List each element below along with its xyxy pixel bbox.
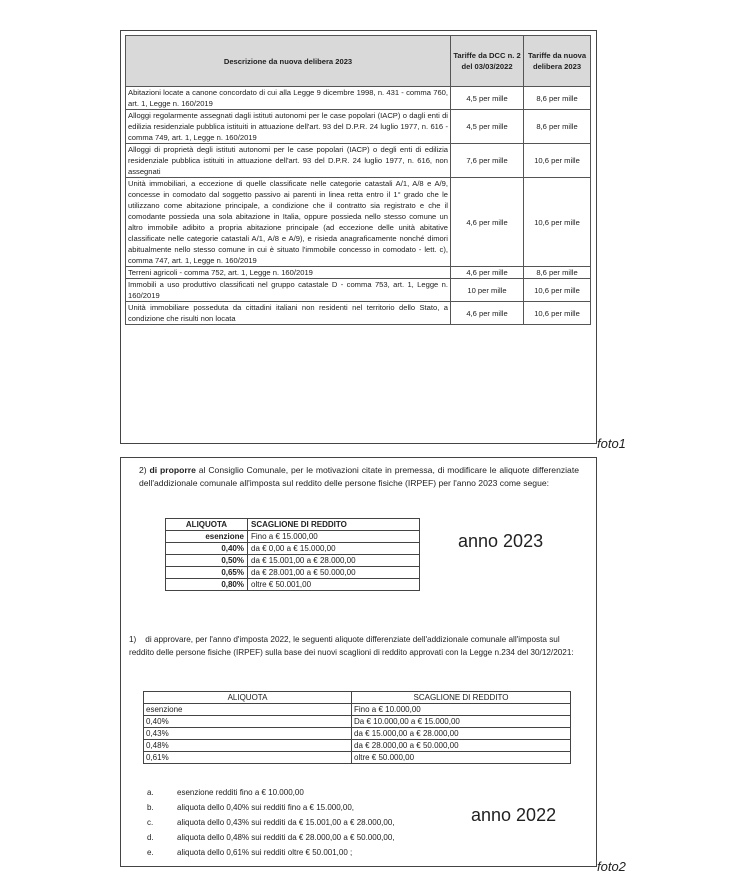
column-header-scaglione: SCAGLIONE DI REDDITO <box>248 519 420 531</box>
cell-tariffa-nuova: 10,6 per mille <box>524 178 591 267</box>
table-header-row <box>126 36 591 87</box>
list-item <box>147 845 395 860</box>
cell-scaglione: Da € 10.000,00 a € 15.000,00 <box>352 716 571 728</box>
table-row <box>144 752 571 764</box>
table-header-row <box>166 519 420 531</box>
table-row <box>166 555 420 567</box>
cell-tariffa-nuova: 10,6 per mille <box>524 144 591 178</box>
column-header-aliquota: ALIQUOTA <box>166 519 248 531</box>
table-row <box>144 704 571 716</box>
column-header-descrizione: Descrizione da nuova delibera 2023 <box>126 36 451 87</box>
approve-paragraph <box>129 633 579 659</box>
cell-scaglione: oltre € 50.000,00 <box>352 752 571 764</box>
cell-aliquota: 0,40% <box>144 716 352 728</box>
list-marker: c. <box>147 818 154 827</box>
list-text: esenzione redditi fino a € 10.000,00 <box>177 788 304 797</box>
foto2-document <box>120 457 597 867</box>
intro-paragraph <box>139 464 579 489</box>
cell-tariffa-dcc: 4,6 per mille <box>451 302 524 325</box>
cell-descrizione: Abitazioni locate a canone concordato di cui alla Legge 9 dicembre 1998, n. 431 - comma 760, art. 1, Legge n. 160/2019 <box>126 87 451 110</box>
cell-tariffa-dcc: 4,5 per mille <box>451 87 524 110</box>
cell-scaglione: da € 0,00 a € 15.000,00 <box>248 543 420 555</box>
list-text: aliquota dello 0,48% sui redditi da € 28.000,00 a € 50.000,00, <box>177 833 395 842</box>
cell-aliquota: esenzione <box>144 704 352 716</box>
intro-bold: di proporre <box>149 465 196 475</box>
list-marker: b. <box>147 803 154 812</box>
table-row <box>126 279 591 302</box>
table-row <box>144 716 571 728</box>
table-header-row <box>144 692 571 704</box>
table-row <box>126 267 591 279</box>
cell-aliquota: 0,61% <box>144 752 352 764</box>
table-row <box>144 728 571 740</box>
anno-2023-label: anno 2023 <box>458 531 544 551</box>
cell-aliquota: 0,40% <box>166 543 248 555</box>
intro-text: al Consiglio Comunale, per le motivazioni citate in premessa, di modificare le aliquote differenziate dell'addizionale comunale all'imposta sul reddito delle persone fisiche (IRPEF) per l'anno 2023 come segue: <box>139 465 580 488</box>
column-header-tariffe-nuova: Tariffe da nuova delibera 2023 <box>524 36 591 87</box>
table-row <box>126 302 591 325</box>
cell-tariffa-nuova: 8,6 per mille <box>524 110 591 144</box>
approve-text: di approvare, per l'anno d'imposta 2022, le seguenti aliquote differenziate dell'addizionale comunale all'imposta sul reddito delle persone fisiche (IRPEF) sulla base dei nuovi scaglioni di reddito approvati con la Legge n.234 del 30/12/2021: <box>129 635 574 657</box>
cell-tariffa-dcc: 4,6 per mille <box>451 267 524 279</box>
list-text: aliquota dello 0,40% sui redditi fino a € 15.000,00, <box>177 803 355 812</box>
cell-descrizione: Alloggi di proprietà degli istituti autonomi per le case popolari (IACP) o degli enti di edilizia residenziale pubblica istituiti in attuazione dell'art. 93 del D.P.R. 24 luglio 1977, n. 616, non assegnati <box>126 144 451 178</box>
cell-tariffa-dcc: 10 per mille <box>451 279 524 302</box>
cell-descrizione: Immobili a uso produttivo classificati nel gruppo catastale D - comma 753, art. 1, Legge n. 160/2019 <box>126 279 451 302</box>
cell-tariffa-nuova: 10,6 per mille <box>524 302 591 325</box>
table-row <box>126 87 591 110</box>
cell-aliquota: 0,48% <box>144 740 352 752</box>
cell-descrizione: Terreni agricoli - comma 752, art. 1, Legge n. 160/2019 <box>126 267 451 279</box>
cell-tariffa-nuova: 8,6 per mille <box>524 267 591 279</box>
cell-scaglione: da € 28.001,00 a € 50.000,00 <box>248 567 420 579</box>
cell-descrizione: Unità immobiliari, a eccezione di quelle classificate nelle categorie catastali A/1, A/8 e A/9, concesse in comodato dal soggetto passivo ai parenti in linea retta entro il 1° grado che le utilizzano come abitazione principale, a condizione che il contratto sia registrato e che il comodante possieda una sola abitazione in Italia, oppure possieda nello stesso comune un altro immobile adibito a propria abitazione principale (ad eccezione delle unità abitative classificate nelle categorie catastali A/1, A/8 e A/9), e risieda anagraficamente nonché dimori abitualmente nello stesso comune in cui è situato l'immobile concesso in comodato - lett. c), comma 747, art. 1, Legge n. 160/2019 <box>126 178 451 267</box>
table-row <box>126 178 591 267</box>
table-row <box>144 740 571 752</box>
column-header-tariffe-dcc: Tariffe da DCC n. 2 del 03/03/2022 <box>451 36 524 87</box>
table-row <box>126 144 591 178</box>
cell-tariffa-dcc: 4,5 per mille <box>451 110 524 144</box>
cell-scaglione: oltre € 50.001,00 <box>248 579 420 591</box>
cell-tariffa-dcc: 4,6 per mille <box>451 178 524 267</box>
cell-aliquota: 0,50% <box>166 555 248 567</box>
cell-descrizione: Unità immobiliare posseduta da cittadini italiani non residenti nel territorio dello Stato, a condizione che risulti non locata <box>126 302 451 325</box>
table-row <box>166 579 420 591</box>
list-item <box>147 815 395 830</box>
list-item <box>147 830 395 845</box>
cell-tariffa-dcc: 7,6 per mille <box>451 144 524 178</box>
list-marker: d. <box>147 833 154 842</box>
list-item <box>147 800 395 815</box>
foto1-document <box>120 30 597 444</box>
intro-number: 2) <box>139 465 147 475</box>
cell-aliquota: 0,80% <box>166 579 248 591</box>
table-row <box>166 567 420 579</box>
cell-tariffa-nuova: 8,6 per mille <box>524 87 591 110</box>
foto1-caption: foto1 <box>597 436 626 451</box>
cell-scaglione: da € 28.000,00 a € 50.000,00 <box>352 740 571 752</box>
aliquote-2022-table <box>143 691 571 764</box>
cell-scaglione: Fino a € 15.000,00 <box>248 531 420 543</box>
tariffe-imu-table <box>125 35 591 325</box>
cell-tariffa-nuova: 10,6 per mille <box>524 279 591 302</box>
list-item <box>147 785 395 800</box>
cell-aliquota: 0,65% <box>166 567 248 579</box>
table-row <box>166 531 420 543</box>
list-text: aliquota dello 0,43% sui redditi da € 15.001,00 a € 28.000,00, <box>177 818 395 827</box>
cell-aliquota: esenzione <box>166 531 248 543</box>
foto2-caption: foto2 <box>597 859 626 874</box>
column-header-scaglione: SCAGLIONE DI REDDITO <box>352 692 571 704</box>
table-row <box>166 543 420 555</box>
cell-scaglione: Fino a € 10.000,00 <box>352 704 571 716</box>
cell-descrizione: Alloggi regolarmente assegnati dagli istituti autonomi per le case popolari (IACP) o dagli enti di edilizia residenziale pubblica istituiti in attuazione dell'art. 93 del D.P.R. 24 luglio 1977, n. 616 - comma 749, art. 1, Legge n. 160/2019 <box>126 110 451 144</box>
list-text: aliquota dello 0,61% sui redditi oltre € 50.001,00 ; <box>177 848 353 857</box>
approve-number: 1) <box>129 635 137 644</box>
list-marker: a. <box>147 788 154 797</box>
table-row <box>126 110 591 144</box>
anno-2022-label: anno 2022 <box>471 805 557 825</box>
aliquote-2022-list <box>147 785 395 860</box>
cell-aliquota: 0,43% <box>144 728 352 740</box>
list-marker: e. <box>147 848 154 857</box>
cell-scaglione: da € 15.001,00 a € 28.000,00 <box>248 555 420 567</box>
column-header-aliquota: ALIQUOTA <box>144 692 352 704</box>
aliquote-2023-table <box>165 518 420 591</box>
cell-scaglione: da € 15.000,00 a € 28.000,00 <box>352 728 571 740</box>
